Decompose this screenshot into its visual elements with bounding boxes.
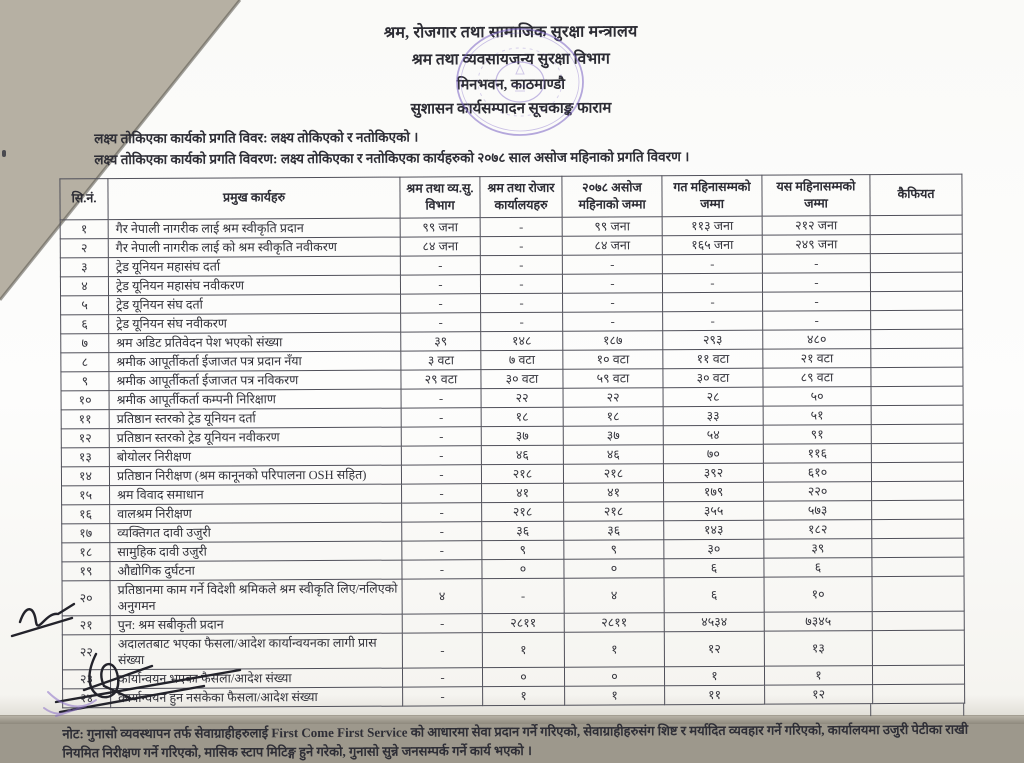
table-cell: श्रम अडिट प्रतिवेदन पेश भएको संख्या [109, 332, 401, 353]
table-cell: ८ [61, 352, 109, 371]
table-cell: ६१० [763, 462, 871, 482]
table-cell: १४८ [481, 331, 563, 350]
intro-line-2: लक्ष्य तोकिएका कार्यको प्रगति विवरण: लक्ष्य तोकिएका र नतोकिएका कार्यहरुको २०७८ साल असोज महिनाको प्रगति विवरण । [94, 149, 690, 168]
table-cell: १ [482, 632, 564, 667]
table-cell [871, 329, 963, 348]
table-cell: १६५ जना [662, 235, 762, 255]
table-cell: ४६ [481, 445, 563, 464]
table-cell: - [401, 464, 481, 483]
table-cell: २८ [663, 387, 763, 407]
table-cell: - [663, 311, 763, 331]
table-cell: - [763, 310, 871, 330]
table-cell: - [480, 255, 562, 274]
table-cell: ट्रेड यूनियन संघ दर्ता [109, 294, 401, 315]
table-cell: - [482, 578, 564, 613]
table-cell: १२ [61, 428, 109, 447]
table-cell: १८७ [563, 330, 663, 350]
ministry-title: श्रम, रोजगार तथा सामाजिक सुरक्षा मन्त्रालय [383, 23, 638, 42]
table-cell [873, 684, 965, 703]
table-cell: - [763, 291, 871, 311]
table-cell: ८४ जना [400, 236, 480, 255]
table-cell: बोयोलर निरीक्षण [109, 446, 401, 467]
table-body [60, 215, 965, 708]
table-cell [870, 272, 962, 291]
table-cell: १८ [563, 406, 663, 426]
table-cell: ३९ [401, 331, 481, 350]
form-title: सुशासन कार्यसम्पादन सूचकाङ्क फाराम [410, 100, 612, 118]
table-cell: ५७३ [764, 500, 872, 520]
column-header: यस महिनासम्मको जम्मा [762, 175, 870, 216]
column-header: प्रमुख कार्यहरु [108, 177, 400, 219]
letterhead [0, 0, 1023, 121]
table-cell [872, 538, 964, 557]
table-cell: - [480, 217, 562, 236]
table-cell: २२ [62, 634, 110, 669]
table-cell: ५ [61, 295, 109, 314]
table-cell: ९९ जना [562, 216, 662, 236]
table-cell: - [402, 613, 482, 632]
table-cell: ३९२ [663, 463, 763, 483]
table-cell: ३५५ [664, 501, 764, 521]
table-cell: १४ [61, 466, 109, 485]
table-cell: ४ [564, 577, 664, 613]
table-cell: - [563, 311, 663, 331]
table-cell: ट्रेड यूनियन महासंघ नवीकरण [108, 275, 400, 296]
table-cell: - [762, 272, 870, 292]
table-cell: १२ [765, 684, 873, 704]
table-cell: ३६ [564, 520, 664, 540]
table-cell: ७० [663, 444, 763, 464]
note-english: First Come First Service [271, 724, 408, 741]
table-cell: ० [482, 667, 564, 686]
table-cell: - [663, 292, 763, 312]
table-cell: ९१ [763, 424, 871, 444]
table-cell: - [401, 312, 481, 331]
column-header: श्रम तथा व्य.सु. विभाग [400, 177, 480, 218]
table-cell: १८ [62, 542, 110, 561]
table-cell: ५४ [663, 425, 763, 445]
table-cell: कार्यान्वयन हुन नसकेका फैसला/आदेश संख्या [111, 687, 403, 708]
table-cell: ६ [664, 577, 764, 613]
table-cell: - [401, 388, 481, 407]
table-cell: वालश्रम निरीक्षण [110, 503, 402, 524]
table-cell: - [562, 254, 662, 274]
table-cell: ११६ [763, 443, 871, 463]
table-cell: १२ [664, 631, 764, 667]
table-cell: ५१ [763, 405, 871, 425]
table-cell: - [401, 445, 481, 464]
table-cell: - [402, 632, 482, 667]
table-cell [872, 611, 964, 630]
table-cell: २१८ [482, 502, 564, 521]
table-cell: श्रमीक आपूर्तीकर्ता ईजाजत पत्र प्रदान नँया [109, 351, 401, 372]
table-cell: १३ [61, 447, 109, 466]
table-row [62, 630, 964, 670]
table-cell: १४३ [664, 520, 764, 540]
table-cell [871, 291, 963, 310]
table-cell: २८११ [564, 612, 664, 632]
table-cell: ४ [402, 578, 482, 613]
table-cell: ३९ [764, 538, 872, 558]
table-cell: ३६ [482, 521, 564, 540]
table-cell [872, 630, 964, 665]
table-cell: २४९ जना [762, 234, 870, 254]
table-header-row [60, 174, 962, 219]
table-cell: - [400, 255, 480, 274]
table-cell: - [401, 293, 481, 312]
table-cell: औद्योगिक दुर्घटना [110, 560, 402, 581]
table-cell: २४ [63, 688, 111, 707]
table-cell: १५ [62, 485, 110, 504]
table-cell: १८ [481, 407, 563, 426]
table-cell: पुन: श्रम सबीकृती प्रदान [110, 614, 402, 635]
table-cell: १६ [62, 504, 110, 523]
table-cell: २१८ [563, 463, 663, 483]
table-cell: - [562, 273, 662, 293]
note-suffix: को आधारमा सेवा प्रदान गर्ने गरिएको, सेवाग्राहीहरुसंग शिष्ट र मर्यादित व्यवहार गर्ने गरिएको, कार्यालयमा उजुरी पेटीका राखी नियमित निरीक्षण गर्ने गरिएको, मासिक स्टाप मिटिङ्ग हुने गरेको, गुनासो सुन्ने जनसम्पर्क गर्ने कार्य भएको । [62, 721, 969, 761]
table-cell: २ [60, 238, 108, 257]
table-cell: गैर नेपाली नागरीक लाई को श्रम स्वीकृति नवीकरण [108, 237, 400, 258]
footer-note [62, 719, 980, 763]
table-row [63, 684, 965, 708]
table-cell: १७ [62, 523, 110, 542]
column-header: कैफियत [870, 174, 962, 215]
intro-line-1: लक्ष्य तोकिएका कार्यको प्रगति विवर: लक्ष्य तोकिएको र नतोकिएको । [94, 129, 419, 147]
note-prefix: नोट: गुनासो व्यवस्थापन तर्फ सेवाग्राहीहरुलाई [62, 725, 272, 742]
table-cell: २३ [62, 669, 110, 688]
table-cell: ८४ जना [562, 235, 662, 255]
table-cell: ४५३४ [664, 612, 764, 632]
table-cell: १ [483, 686, 565, 705]
table-cell: - [402, 559, 482, 578]
table-cell [870, 253, 962, 272]
table-cell: - [481, 312, 563, 331]
table-cell: - [480, 274, 562, 293]
table-cell: - [402, 540, 482, 559]
table-cell: १ [764, 665, 872, 685]
table-cell: प्रतिष्ठानमा काम गर्ने विदेशी श्रमिकले श्रम स्वीकृति लिए/नलिएको अनुगमन [110, 579, 402, 616]
table-cell: १ [664, 666, 764, 686]
table-cell: ७३४५ [764, 611, 872, 631]
table-cell: ४८० [763, 329, 871, 349]
table-cell: २८११ [482, 613, 564, 632]
table-cell: ट्रेड यूनियन महासंघ दर्ता [108, 256, 400, 277]
table-cell: २२ [563, 387, 663, 407]
table-cell: व्यक्तिगत दावी उजुरी [110, 522, 402, 543]
table-cell: श्रम विवाद समाधान [110, 484, 402, 505]
table-cell: ३३ [663, 406, 763, 426]
intro-block [94, 124, 1023, 168]
table-cell: प्रतिष्ठान निरीक्षण (श्रम कानूनको परिपालना OSH सहित) [109, 465, 401, 486]
table-cell: - [402, 483, 482, 502]
table-cell: - [662, 273, 762, 293]
table-cell [872, 500, 964, 519]
table-cell: - [402, 667, 482, 686]
table-cell: - [480, 236, 562, 255]
table-cell: २१२ जना [762, 215, 870, 235]
table-cell: श्रमीक आपूर्तीकर्ता ईजाजत पत्र नविकरण [109, 370, 401, 391]
table-cell: अदालतबाट भएका फैसला/आदेश कार्यान्वयनका लागी प्रास संख्या [110, 633, 402, 670]
table-cell [870, 234, 962, 253]
table-cell: - [401, 407, 481, 426]
table-cell: ३७ [563, 425, 663, 445]
table-cell: २२० [764, 481, 872, 501]
table-cell: - [402, 502, 482, 521]
table-cell: ० [482, 559, 564, 578]
table-cell: १७९ [664, 482, 764, 502]
table-cell: १९ [62, 561, 110, 580]
table-cell: २१ [62, 615, 110, 634]
table-cell: ४१ [482, 483, 564, 502]
table-row [62, 576, 964, 616]
table-cell: - [400, 274, 480, 293]
table-cell [871, 386, 963, 405]
table-cell: कार्यान्वयन भएका फैसला/आदेश संख्या [110, 668, 402, 689]
table-cell [872, 576, 964, 611]
table-cell: ७ वटा [481, 350, 563, 369]
table-cell [871, 462, 963, 481]
table-cell: गैर नेपाली नागरीक लाई श्रम स्वीकृति प्रदान [108, 218, 400, 239]
table-cell: ३ वटा [401, 350, 481, 369]
table-cell: ११३ जना [662, 216, 762, 236]
table-cell: - [563, 292, 663, 312]
table-cell: २९ वटा [401, 369, 481, 388]
table-cell: ३० वटा [481, 369, 563, 388]
table-cell: ४६ [563, 444, 663, 464]
table-cell: ० [564, 558, 664, 578]
column-header: श्रम तथा रोजार कार्यालयहरु [480, 176, 562, 217]
table-cell: ६ [764, 557, 872, 577]
address-line: मिनभवन, काठमाण्डौ [456, 76, 566, 94]
table-cell: ९ [61, 371, 109, 390]
table-cell: ३० [664, 539, 764, 559]
table-cell: ४ [60, 276, 108, 295]
table-cell [872, 557, 964, 576]
table-cell: ११ [61, 409, 109, 428]
table-cell [871, 348, 963, 367]
table-cell: ७ [61, 333, 109, 352]
table-cell: ३ [60, 257, 108, 276]
table-cell: ६ [664, 558, 764, 578]
table-cell [872, 665, 964, 684]
table-cell: - [401, 426, 481, 445]
column-header: गत महिनासम्मको जम्मा [662, 175, 762, 216]
column-header: २०७८ असोज महिनाको जम्मा [562, 176, 662, 217]
table-cell: १० [764, 576, 872, 612]
table-cell: ५९ वटा [563, 368, 663, 388]
table-cell [872, 519, 964, 538]
table-cell: ६ [61, 314, 109, 333]
table-cell: २० [62, 580, 110, 615]
table-cell [871, 424, 963, 443]
department-title: श्रम तथा व्यवसायजन्य सुरक्षा विभाग [411, 50, 610, 69]
table-cell: १० [61, 390, 109, 409]
table-cell [872, 481, 964, 500]
table-cell: ० [564, 666, 664, 686]
table-cell: प्रतिष्ठान स्तरको ट्रेड यूनियन दर्ता [109, 408, 401, 429]
table-cell: - [662, 254, 762, 274]
table-cell: ११ वटा [663, 349, 763, 369]
table-cell: - [403, 686, 483, 705]
table-cell [871, 310, 963, 329]
table-cell: ५० [763, 386, 871, 406]
table-cell: १ [564, 631, 664, 667]
table-cell: २१८ [564, 501, 664, 521]
table-cell: ११ [665, 685, 765, 705]
table-cell: श्रमीक आपूर्तीकर्ता कम्पनी निरिक्षाण [109, 389, 401, 410]
table-cell: १८२ [764, 519, 872, 539]
table-cell: ९९ जना [400, 217, 480, 236]
table-cell: - [402, 521, 482, 540]
table-trailing-lines [870, 703, 964, 715]
table-cell: १ [565, 685, 665, 705]
table-cell: २९३ [663, 330, 763, 350]
table-cell: ३० वटा [663, 368, 763, 388]
table-cell: १० वटा [563, 349, 663, 369]
table-cell [870, 215, 962, 234]
table-cell: २२ [481, 388, 563, 407]
table-cell: १ [60, 219, 108, 238]
table-cell: ८९ वटा [763, 367, 871, 387]
column-header: सि.नं. [60, 179, 108, 220]
table-cell: प्रतिष्ठान स्तरको ट्रेड यूनियन नवीकरण [109, 427, 401, 448]
table-cell: ३७ [481, 426, 563, 445]
table-cell: सामुहिक दावी उजुरी [110, 541, 402, 562]
table-cell [871, 405, 963, 424]
table-cell: ट्रेड यूनियन संघ नवीकरण [109, 313, 401, 334]
table-cell [871, 443, 963, 462]
table-cell: ९ [482, 540, 564, 559]
table-cell [871, 367, 963, 386]
table-cell: - [762, 253, 870, 273]
progress-table [59, 174, 965, 708]
table-cell: - [481, 293, 563, 312]
table-cell: २१ वटा [763, 348, 871, 368]
table-cell: १३ [764, 630, 872, 666]
table-cell: २१८ [481, 464, 563, 483]
table-cell: ४१ [564, 482, 664, 502]
table-cell: ९ [564, 539, 664, 559]
